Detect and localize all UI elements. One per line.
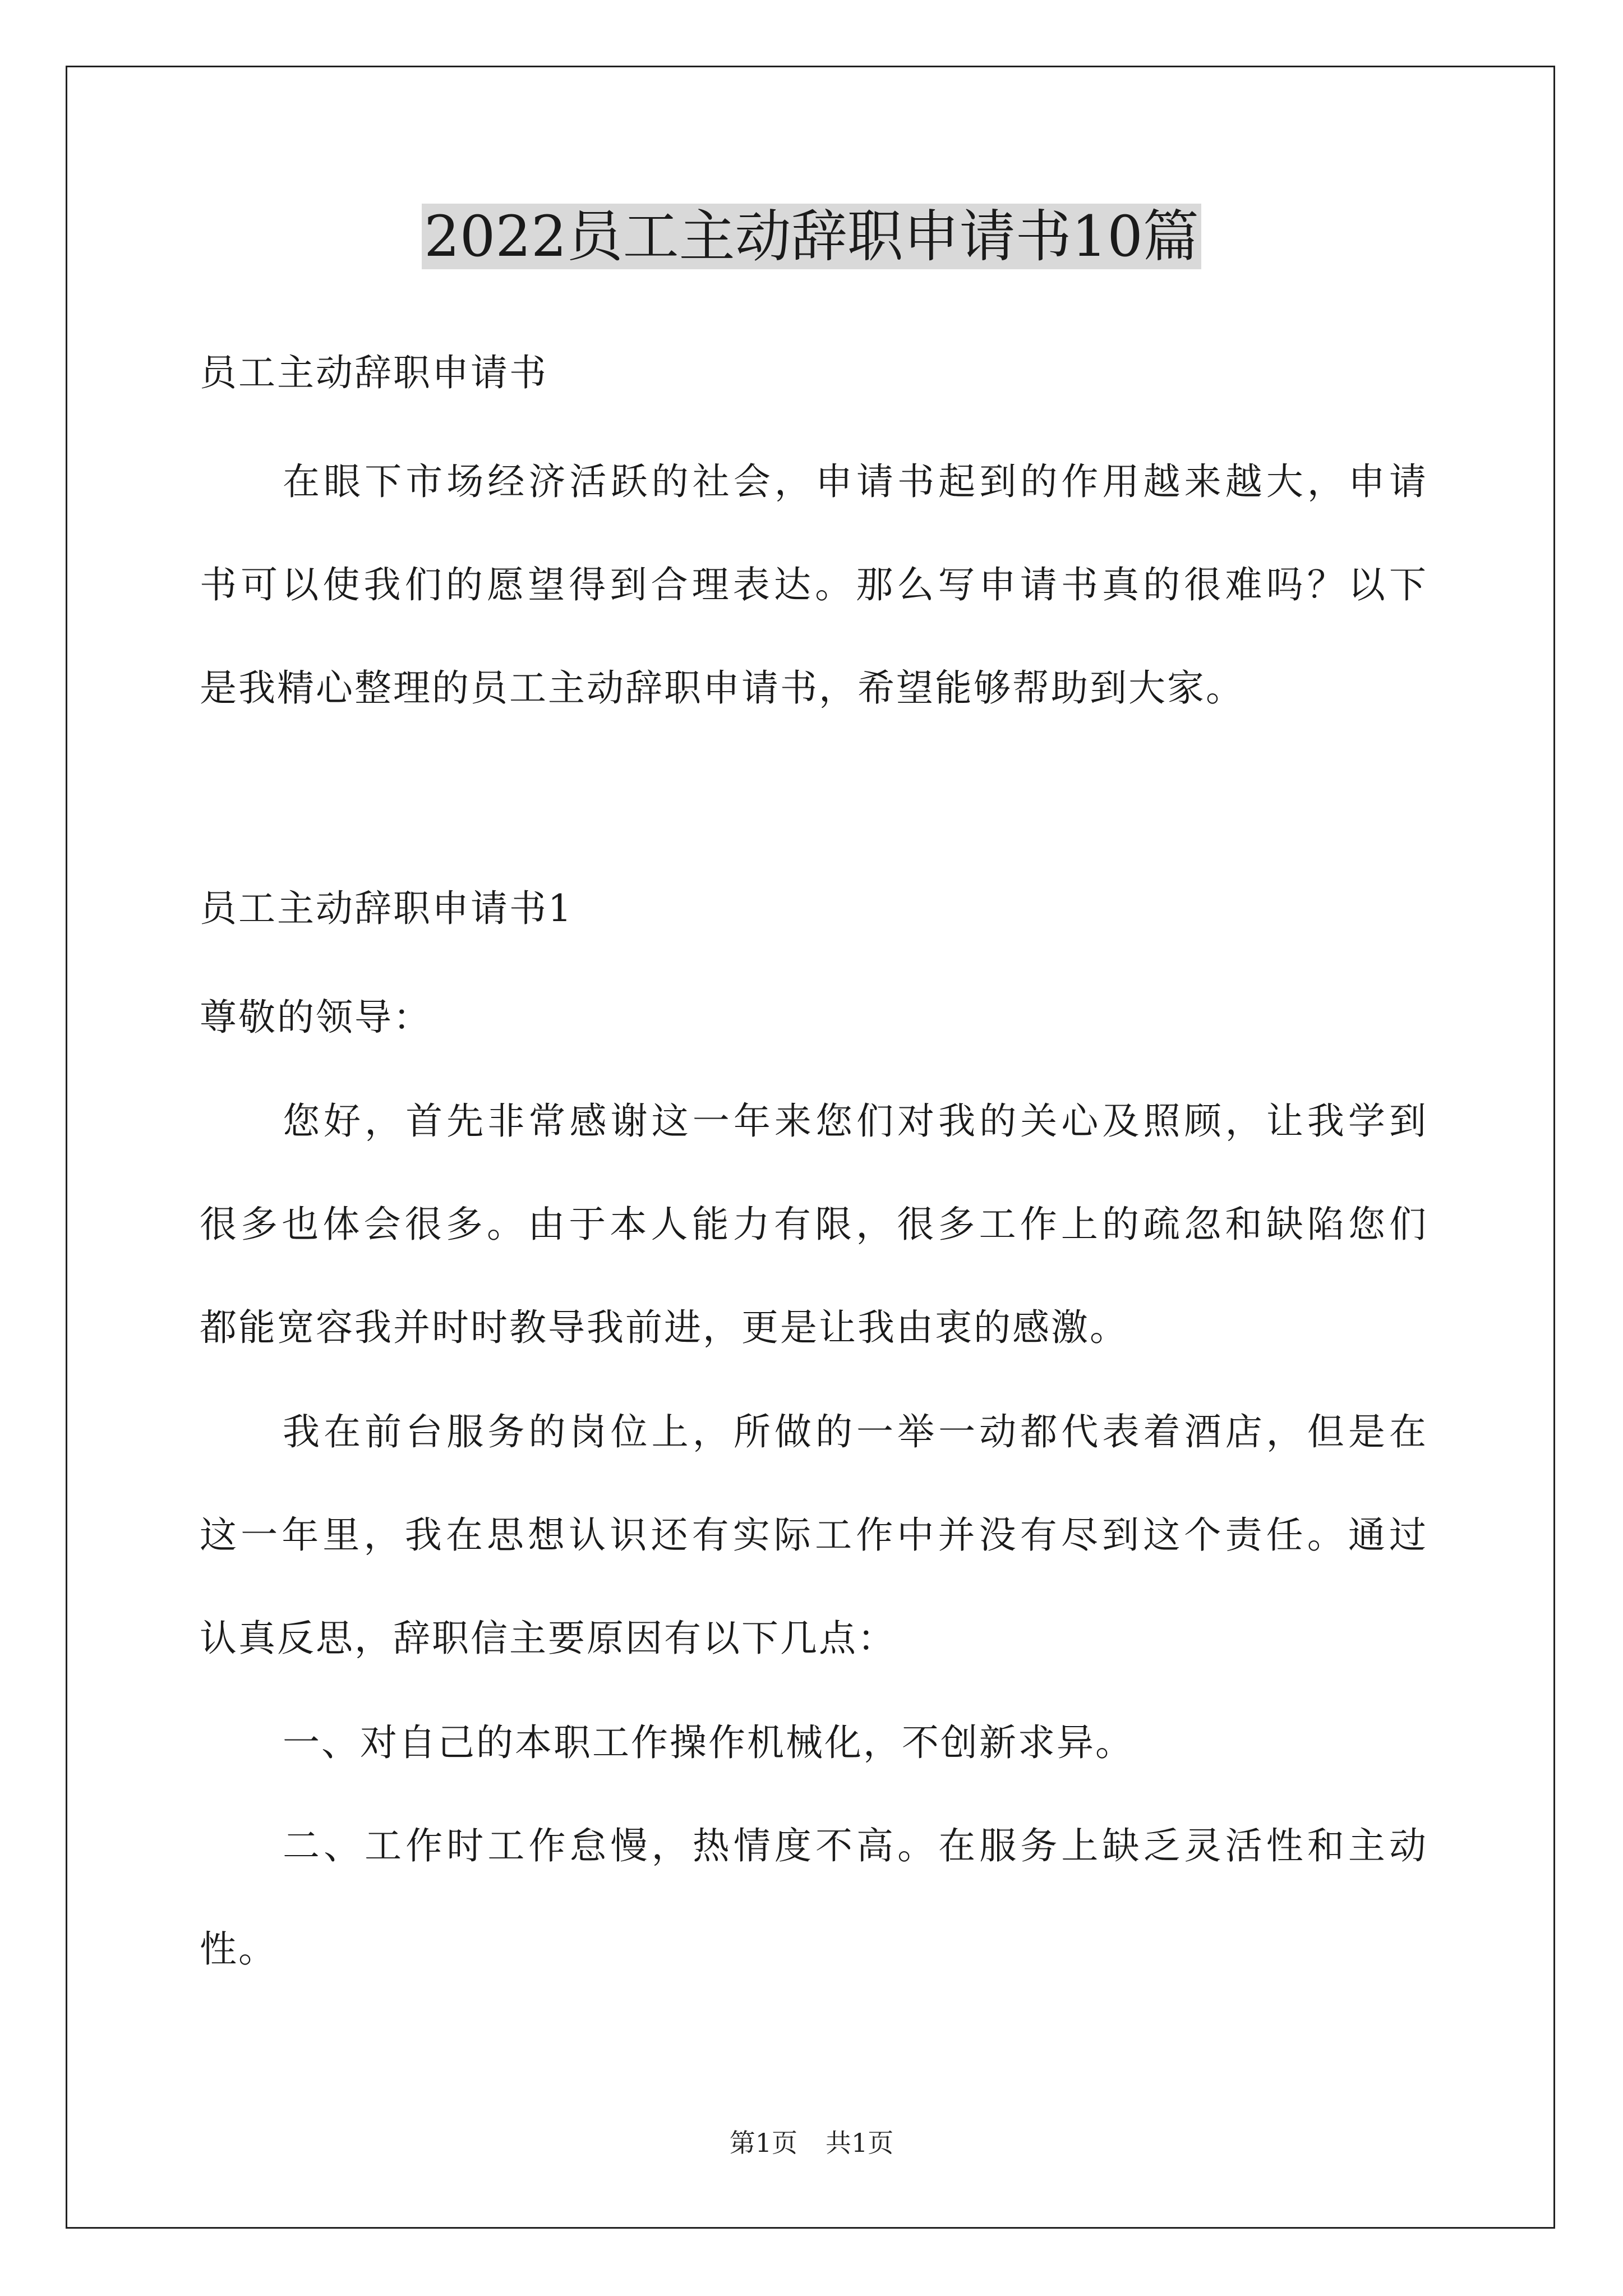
paragraph-line: 认真反思，辞职信主要原因有以下几点： (200, 1617, 896, 1660)
paragraph-line: 我在前台服务的岗位上，所做的一举一动都代表着酒店，但是在 (283, 1410, 1428, 1453)
paragraph-line: 都能宽容我并时时教导我前进，更是让我由衷的感激。 (200, 1306, 1128, 1349)
paragraph-line: 书可以使我们的愿望得到合理表达。那么写申请书真的很难吗？以下 (200, 563, 1428, 606)
paragraph-line: 这一年里，我在思想认识还有实际工作中并没有尽到这个责任。通过 (200, 1513, 1428, 1557)
section-heading: 员工主动辞职申请书 (200, 351, 548, 394)
paragraph-line: 性。 (200, 1927, 277, 1971)
salutation: 尊敬的领导： (200, 996, 432, 1039)
list-item: 一、对自己的本职工作操作机械化，不创新求异。 (283, 1721, 1134, 1764)
paragraph-line: 在眼下市场经济活跃的社会，申请书起到的作用越来越大，申请 (283, 460, 1428, 503)
paragraph-line: 很多也体会很多。由于本人能力有限，很多工作上的疏忽和缺陷您们 (200, 1203, 1428, 1246)
section-heading: 员工主动辞职申请书1 (200, 887, 573, 930)
document-title: 2022员工主动辞职申请书10篇 (0, 197, 1623, 276)
page-number: 第1页 (729, 2128, 797, 2158)
paragraph-line: 是我精心整理的员工主动辞职申请书，希望能够帮助到大家。 (200, 666, 1244, 710)
list-item: 二、工作时工作怠慢，热情度不高。在服务上缺乏灵活性和主动 (283, 1824, 1428, 1867)
paragraph-line: 您好，首先非常感谢这一年来您们对我的关心及照顾，让我学到 (283, 1099, 1428, 1143)
page-footer (0, 2126, 1623, 2160)
page-total: 共1页 (826, 2128, 894, 2158)
